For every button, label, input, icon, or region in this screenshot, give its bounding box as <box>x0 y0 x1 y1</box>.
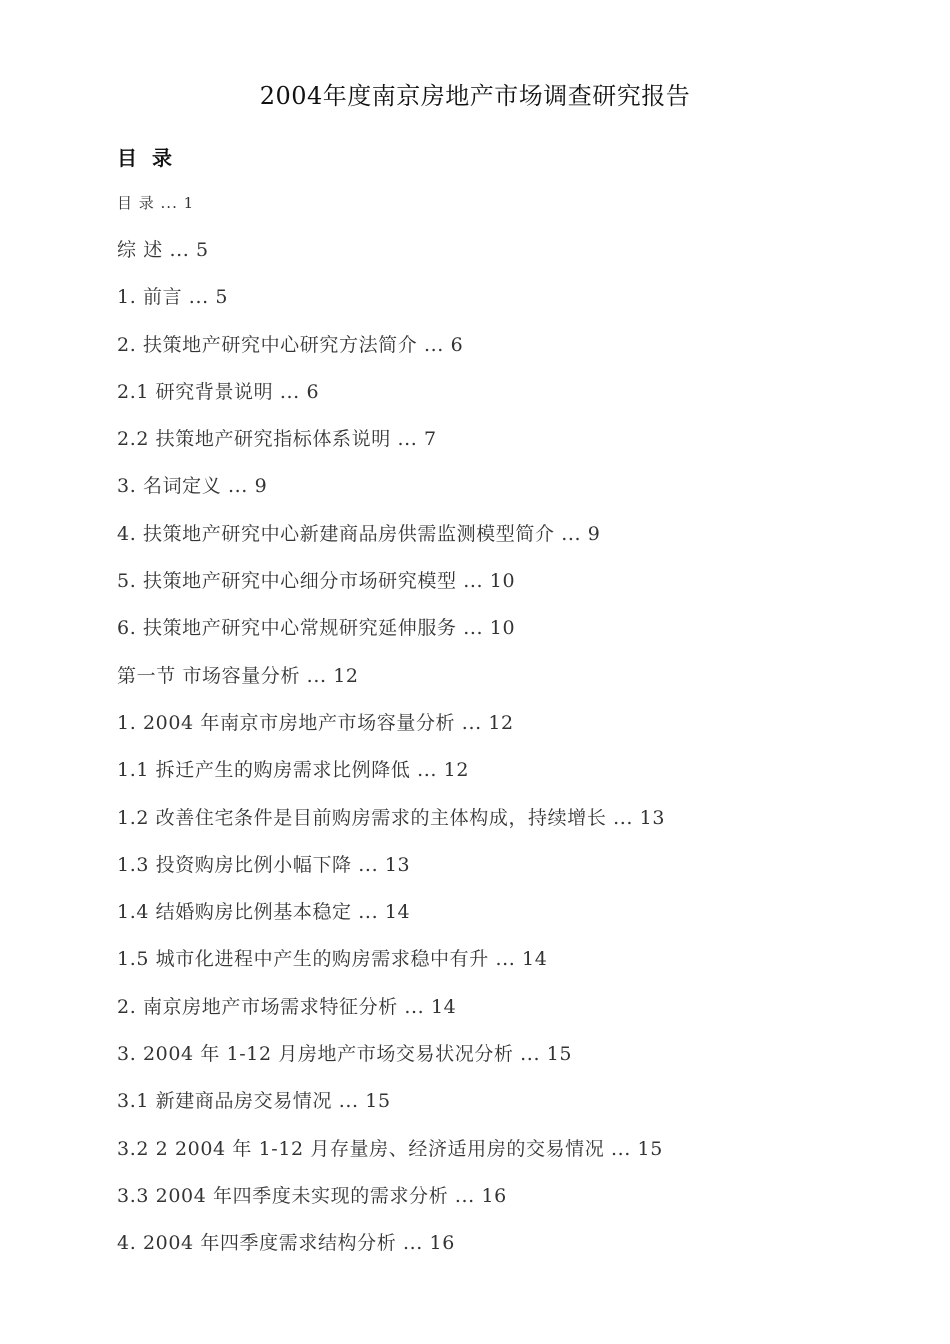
toc-entry[interactable]: 3.3 2004 年四季度未实现的需求分析 ... 16 <box>117 1184 507 1207</box>
toc-entry[interactable]: 3. 2004 年 1-12 月房地产市场交易状况分析 ... 15 <box>117 1043 573 1066</box>
toc-entry[interactable]: 1.2 改善住宅条件是目前购房需求的主体构成，持续增长 ... 13 <box>117 806 666 829</box>
toc-entry[interactable]: 1. 前言 ... 5 <box>117 286 229 309</box>
toc-entry[interactable]: 3.1 新建商品房交易情况 ... 15 <box>117 1090 391 1113</box>
toc-entry[interactable]: 1.4 结婚购房比例基本稳定 ... 14 <box>117 901 411 924</box>
toc-entry[interactable]: 2. 南京房地产市场需求特征分析 ... 14 <box>117 995 457 1018</box>
toc-entry[interactable]: 5. 扶策地产研究中心细分市场研究模型 ... 10 <box>117 570 516 593</box>
toc-entry[interactable]: 6. 扶策地产研究中心常规研究延伸服务 ... 10 <box>117 617 516 640</box>
toc-entry[interactable]: 1.5 城市化进程中产生的购房需求稳中有升 ... 14 <box>117 948 548 971</box>
toc-entry[interactable]: 第一节 市场容量分析 ... 12 <box>117 664 359 687</box>
toc-entry[interactable]: 1. 2004 年南京市房地产市场容量分析 ... 12 <box>117 711 514 734</box>
toc-entry[interactable]: 3. 名词定义 ... 9 <box>117 475 268 498</box>
toc-entry[interactable]: 综 述 ... 5 <box>117 239 209 261</box>
toc-heading: 目 录 <box>117 146 176 170</box>
table-of-contents <box>117 236 665 1277</box>
document-title: 2004年度南京房地产市场调查研究报告 <box>259 82 691 110</box>
toc-entry-contents[interactable]: 目 录 ... 1 <box>117 194 195 212</box>
toc-entry[interactable]: 2.2 扶策地产研究指标体系说明 ... 7 <box>117 428 437 451</box>
toc-entry[interactable]: 4. 扶策地产研究中心新建商品房供需监测模型简介 ... 9 <box>117 522 601 545</box>
toc-entry[interactable]: 3.2 2 2004 年 1-12 月存量房、经济适用房的交易情况 ... 15 <box>117 1137 663 1160</box>
toc-entry[interactable]: 2.1 研究背景说明 ... 6 <box>117 380 320 403</box>
toc-entry[interactable]: 1.1 拆迁产生的购房需求比例降低 ... 12 <box>117 759 470 782</box>
toc-entry[interactable]: 4. 2004 年四季度需求结构分析 ... 16 <box>117 1232 455 1255</box>
toc-entry[interactable]: 1.3 投资购房比例小幅下降 ... 13 <box>117 853 411 876</box>
toc-entry[interactable]: 2. 扶策地产研究中心研究方法简介 ... 6 <box>117 333 464 356</box>
